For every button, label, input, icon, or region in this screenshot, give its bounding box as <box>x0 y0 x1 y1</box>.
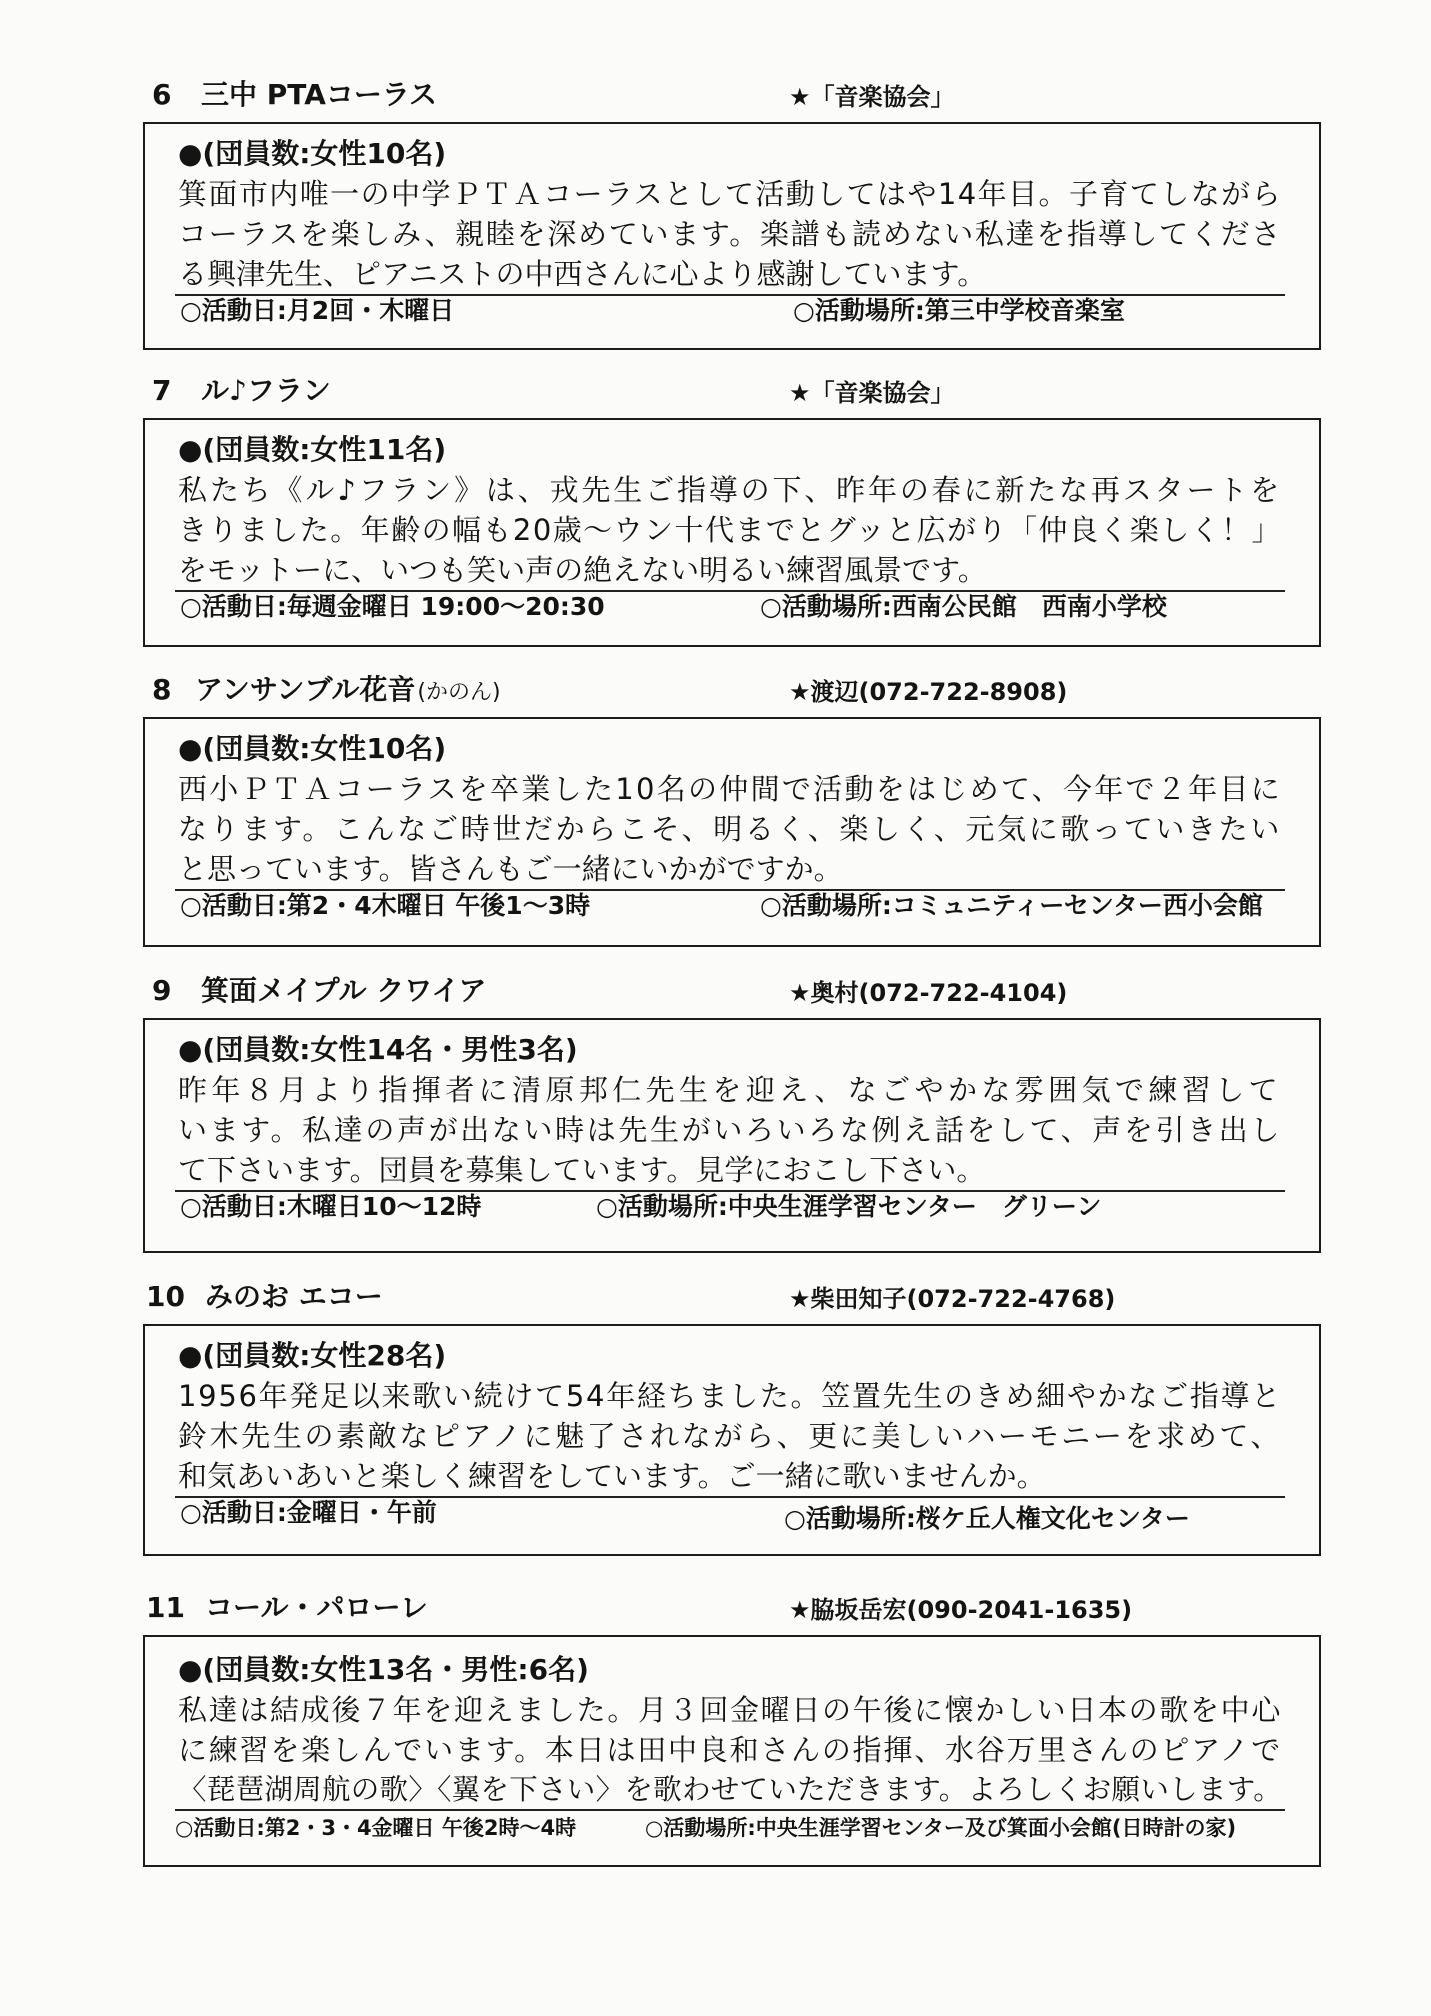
group-name: コール・パローレ <box>205 1591 428 1624</box>
group-title <box>201 971 487 1011</box>
description-line: コーラスを楽しみ、親睦を深めています。楽譜も読めない私達を指導してくださ <box>178 217 1282 251</box>
description-line: 私達は結成後７年を迎えました。月３回金曜日の午後に懐かしい日本の歌を中心 <box>178 1693 1282 1727</box>
activity-day: ○活動日:金曜日・午前 <box>180 1498 437 1527</box>
group-title <box>205 1588 428 1628</box>
activity-day: ○活動日:木曜日10～12時 <box>180 1192 482 1221</box>
group-contact: ★渡辺(072-722-8908) <box>789 678 1068 706</box>
group-name: 箕面メイプル クワイア <box>201 974 487 1007</box>
description-line: 西小ＰＴＡコーラスを卒業した10名の仲間で活動をはじめて、今年で２年目に <box>178 772 1282 806</box>
description-line: て下さいます。団員を募集しています。見学におこし下さい。 <box>178 1153 986 1187</box>
description-line: をモットーに、いつも笑い声の絶えない明るい練習風景です。 <box>178 553 987 587</box>
group-name: ル♪フラン <box>201 374 331 407</box>
group-contact: ★「音楽協会」 <box>789 83 955 111</box>
group-title <box>195 670 501 710</box>
description-line: る興津先生、ピアニストの中西さんに心より感謝しています。 <box>178 257 987 291</box>
info-box <box>143 1324 1321 1556</box>
activity-day: ○活動日:第2・3・4金曜日 午後2時～4時 <box>175 1816 577 1840</box>
group-name: 三中 PTAコーラス <box>201 78 438 111</box>
info-box <box>143 1635 1321 1867</box>
group-entry <box>0 75 1431 365</box>
activity-place: ○活動場所:中央生涯学習センター グリーン <box>596 1192 1102 1221</box>
activity-place: ○活動場所:第三中学校音楽室 <box>793 296 1125 325</box>
description-line: と思っています。皆さんもご一緒にいかがですか。 <box>178 852 843 886</box>
activity-place: ○活動場所:コミュニティーセンター西小会館 <box>760 891 1263 920</box>
description-line: 鈴木先生の素敵なピアノに魅了されながら、更に美しいハーモニーを求めて、 <box>178 1419 1282 1453</box>
description-line: 1956年発足以来歌い続けて54年経ちました。笠置先生のきめ細やかなご指導と <box>178 1379 1282 1413</box>
info-box <box>143 717 1321 947</box>
activity-day: ○活動日:月2回・木曜日 <box>180 296 455 325</box>
group-title <box>201 371 331 411</box>
activity-day: ○活動日:第2・4木曜日 午後1～3時 <box>180 891 591 920</box>
member-count: ●(団員数:女性28名) <box>178 1339 447 1372</box>
description-line: 昨年８月より指揮者に清原邦仁先生を迎え、なごやかな雰囲気で練習して <box>178 1073 1282 1107</box>
info-box <box>143 122 1321 350</box>
group-title <box>205 1277 383 1317</box>
group-name: みのお エコー <box>205 1280 383 1313</box>
activity-place: ○活動場所:西南公民館 西南小学校 <box>760 592 1167 621</box>
member-count: ●(団員数:女性13名・男性:6名) <box>178 1653 589 1686</box>
group-number: 9 <box>152 974 172 1007</box>
activity-place: ○活動場所:桜ケ丘人権文化センター <box>784 1504 1190 1533</box>
group-number: 11 <box>146 1591 185 1624</box>
group-contact: ★脇坂岳宏(090-2041-1635) <box>789 1596 1133 1624</box>
group-entry <box>0 971 1431 1261</box>
group-contact: ★柴田知子(072-722-4768) <box>789 1285 1116 1313</box>
group-number: 6 <box>152 78 172 111</box>
activity-day: ○活動日:毎週金曜日 19:00～20:30 <box>180 592 605 621</box>
description-line: 私たち《ル♪フラン》は、戎先生ご指導の下、昨年の春に新たな再スタートを <box>178 473 1282 507</box>
member-count: ●(団員数:女性14名・男性3名) <box>178 1033 578 1066</box>
group-title <box>201 75 437 115</box>
group-name: アンサンブル花音 <box>195 673 416 706</box>
group-contact: ★「音楽協会」 <box>789 379 955 407</box>
group-number: 7 <box>152 374 172 407</box>
group-contact: ★奥村(072-722-4104) <box>789 979 1068 1007</box>
group-entry <box>0 1277 1431 1567</box>
info-box <box>143 418 1321 647</box>
group-number: 8 <box>152 673 172 706</box>
description-line: に練習を楽しんでいます。本日は田中良和さんの指揮、水谷万里さんのピアノで <box>178 1733 1282 1767</box>
description-line: 〈琵琶湖周航の歌〉〈翼を下さい〉を歌わせていただきます。よろしくお願いします。 <box>178 1773 1282 1806</box>
group-entry <box>0 371 1431 661</box>
activity-place: ○活動場所:中央生涯学習センター及び箕面小会館(日時計の家) <box>645 1816 1237 1840</box>
member-count: ●(団員数:女性10名) <box>178 137 447 170</box>
description-line: なります。こんなご時世だからこそ、明るく、楽しく、元気に歌っていきたい <box>178 812 1282 846</box>
description-line: 和気あいあいと楽しく練習をしています。ご一緒に歌いませんか。 <box>178 1459 1046 1493</box>
group-number: 10 <box>146 1280 185 1313</box>
description-line: きりました。年齢の幅も20歳～ウン十代までとグッと広がり「仲良く楽しく！」 <box>178 513 1282 547</box>
description-line: 箕面市内唯一の中学ＰＴＡコーラスとして活動してはや14年目。子育てしながら <box>178 177 1282 211</box>
description-line: います。私達の声が出ない時は先生がいろいろな例え話をして、声を引き出し <box>178 1113 1282 1147</box>
group-entry <box>0 670 1431 960</box>
member-count: ●(団員数:女性10名) <box>178 732 447 765</box>
member-count: ●(団員数:女性11名) <box>178 433 447 466</box>
group-name-reading: (かのん) <box>417 680 501 705</box>
info-box <box>143 1018 1321 1253</box>
group-entry <box>0 1588 1431 1878</box>
